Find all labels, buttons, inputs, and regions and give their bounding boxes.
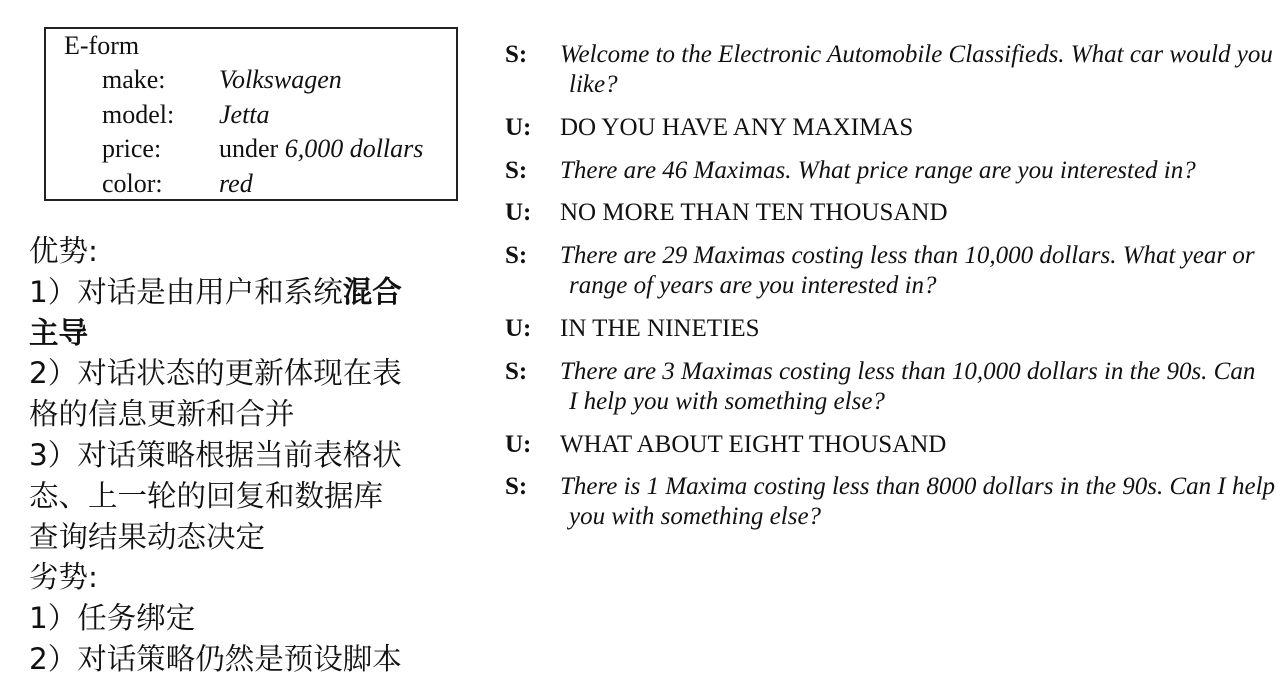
system-utterance: [560, 156, 1280, 186]
eform-box: [44, 27, 458, 201]
eform-field-value: 6,000 dollars: [284, 134, 424, 163]
advantage-3-line3: 查询结果动态决定: [29, 519, 266, 554]
eform-field-label: color:: [102, 168, 163, 198]
system-utterance: [560, 241, 1280, 301]
eform-field-value: Volkswagen: [219, 65, 342, 94]
advantage-3-line1: 3）对话策略根据当前表格状: [29, 437, 402, 472]
user-utterance: [560, 198, 1280, 228]
advantage-1-text: 1）对话是由用户和系统: [29, 274, 343, 309]
utterance-line: IN THE NINETIES: [560, 315, 760, 342]
utterance-line: There is 1 Maxima costing less than 8000 dollars in the 90s. Can I help: [560, 473, 1276, 500]
disadvantage-2: 2）对话策略仍然是预设脚本: [29, 641, 402, 676]
utterance-line: like?: [569, 71, 618, 98]
disadvantage-1: 1）任务绑定: [29, 601, 196, 636]
speaker-label: S:: [505, 157, 528, 184]
speaker-label: U:: [505, 315, 532, 342]
eform-field-label: price:: [102, 134, 162, 163]
eform-price-prefix: under: [219, 134, 285, 163]
advantage-3-line2: 态、上一轮的回复和数据库: [29, 478, 384, 513]
utterance-line: There are 29 Maximas costing less than 10,000 dollars. What year or: [560, 242, 1255, 269]
utterance-line: you with something else?: [569, 503, 822, 530]
notes-panel: [29, 231, 479, 680]
advantages-title: 优势:: [29, 234, 98, 268]
eform-row-price: [102, 132, 423, 167]
speaker-label: S:: [505, 473, 528, 500]
advantage-2-line2: 格的信息更新和合并: [29, 397, 295, 432]
eform-field-value: Jetta: [219, 99, 270, 129]
speaker-label: S:: [505, 41, 528, 68]
user-utterance: [560, 314, 1280, 344]
speaker-label: U:: [505, 431, 532, 458]
speaker-label: U:: [505, 199, 532, 226]
system-utterance: [560, 472, 1280, 532]
speaker-label: U:: [505, 114, 532, 141]
utterance-line: There are 46 Maximas. What price range are you interested in?: [560, 157, 1196, 184]
advantage-1-emphasis-cont: 主导: [29, 315, 89, 350]
utterance-line: I help you with something else?: [569, 388, 885, 415]
eform-field-label: make:: [102, 65, 166, 94]
eform-row-model: [102, 98, 270, 133]
utterance-line: NO MORE THAN TEN THOUSAND: [560, 199, 948, 226]
speaker-label: S:: [505, 358, 528, 385]
eform-row-color: [102, 167, 253, 202]
user-utterance: [560, 430, 1280, 460]
advantage-1-emphasis: 混合: [342, 274, 402, 309]
system-utterance: [560, 357, 1280, 417]
eform-field-label: model:: [102, 99, 175, 129]
user-utterance: [560, 113, 1280, 143]
utterance-line: range of years are you interested in?: [569, 272, 937, 299]
utterance-line: DO YOU HAVE ANY MAXIMAS: [560, 114, 914, 141]
utterance-line: Welcome to the Electronic Automobile Classifieds. What car would you: [560, 41, 1273, 68]
disadvantages-title: 劣势:: [29, 560, 98, 595]
system-utterance: [560, 40, 1280, 100]
eform-row-make: [102, 63, 342, 98]
advantage-1: [29, 272, 479, 313]
advantage-2-line1: 2）对话状态的更新体现在表: [29, 356, 402, 391]
speaker-label: S:: [505, 242, 528, 269]
utterance-line: WHAT ABOUT EIGHT THOUSAND: [560, 431, 947, 458]
eform-title: E-form: [64, 31, 140, 60]
eform-field-value: red: [219, 168, 253, 198]
utterance-line: There are 3 Maximas costing less than 10,000 dollars in the 90s. Can: [560, 358, 1256, 385]
